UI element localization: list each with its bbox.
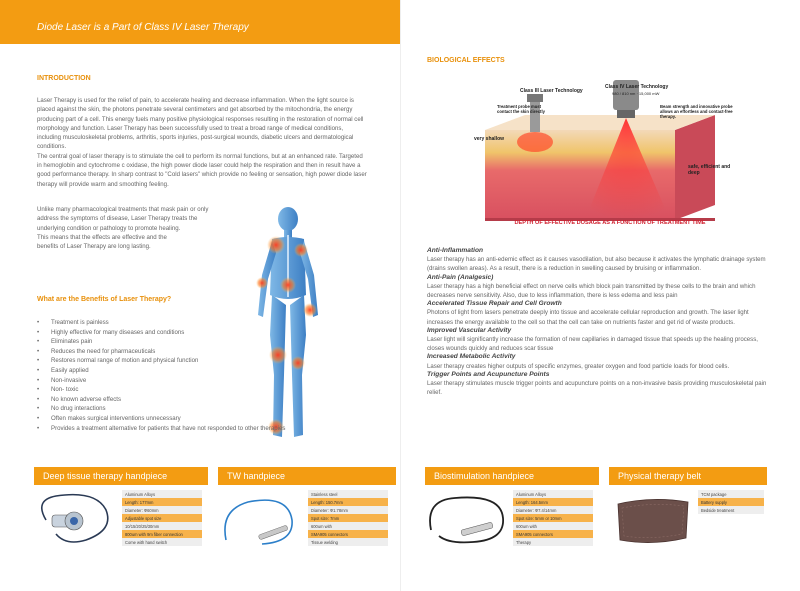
biological-effects-list xyxy=(427,247,767,397)
benefit-item: • Highly effective for many diseases and conditions xyxy=(37,328,337,338)
diagram-caption: DEPTH OF EFFECTIVE DOSAGE AS A FUNCTION OF TREATMENT TIME xyxy=(514,220,706,226)
safe-deep-label: safe, efficient and deep xyxy=(688,164,731,176)
beam-note: Beam strength and innovative probe allows an effortless and contact-free therapy. xyxy=(660,104,733,119)
spec-cell: Aluminum Alloys xyxy=(122,490,202,498)
spec-table-tw xyxy=(308,490,388,546)
therapy-belt-image xyxy=(612,494,694,548)
spec-cell: Length: 150.7mm xyxy=(308,498,388,506)
class4-sub: 980 / 810 nm · 15,000 mW xyxy=(612,91,660,96)
spec-cell: Therapy xyxy=(513,538,593,546)
intro-text-short xyxy=(37,205,257,251)
effect-title: Anti-Pain (Analgesic) xyxy=(427,273,494,281)
title-banner xyxy=(0,0,400,44)
intro-line: This means that the effects are effective and the xyxy=(37,233,167,241)
effect-title: Anti-Inflammation xyxy=(427,247,484,254)
very-shallow-label: very shallow xyxy=(474,136,505,142)
effect-text: Laser therapy has a high beneficial effect on nerve cells which block pain transmitted by these cells to the brain and which decreases nerve sensitivity. Also, due to less inflammation, there is less edema and less pain xyxy=(427,282,756,300)
effect-text: Laser therapy has an anti-edemic effect as it causes vasodilation, but also because it activates the lymphatic drainage system (drains swollen areas). As a result, there is a reduction in swelling caused by bruising or inflammation. xyxy=(427,256,766,273)
benefits-list xyxy=(37,318,337,433)
benefit-item: • No drug interactions xyxy=(37,404,337,414)
spec-cell: Diameter: Φ60mm xyxy=(122,506,202,514)
spec-cell: 600um with xyxy=(513,522,593,530)
product-header-biostimulation: Biostimulation handpiece xyxy=(425,467,599,485)
intro-heading: INTRODUCTION xyxy=(37,75,91,82)
effect-text: Laser therapy creates higher outputs of specific enzymes, greater oxygen and food particle loads for blood cells. xyxy=(427,362,730,370)
benefit-item: • Eliminates pain xyxy=(37,337,337,347)
spec-table-deep-tissue xyxy=(122,490,202,546)
biostimulation-handpiece-image xyxy=(425,490,511,548)
effect-title: Increased Metabolic Activity xyxy=(427,353,516,361)
intro-text xyxy=(37,96,367,189)
spec-cell: Spot size: 7mm xyxy=(308,514,388,522)
bio-heading: BIOLOGICAL EFFECTS xyxy=(427,57,505,64)
laser-depth-diagram xyxy=(475,80,737,230)
benefit-item: • Restores normal range of motion and physical function xyxy=(37,356,337,366)
probe-note: Treatment probe must contact the skin directly xyxy=(497,104,545,114)
spec-cell: Aluminum Alloys xyxy=(513,490,593,498)
intro-paragraph: The central goal of laser therapy is to stimulate the cell to perform its normal functions, but at an enhanced rate. Targeted in hemoglobin and cytochrome c oxidase, the high power diode laser could help the respiration and then in result have a good performance therapy. In sharp contrast to "Cold lasers" which provide no feeling or sensation, high power diode laser therapy will provide warm and smoothing feeling. xyxy=(37,152,367,188)
spec-cell: Stainless steel xyxy=(308,490,388,498)
spec-cell: Diameter: Φ7.4/14mm xyxy=(513,506,593,514)
benefit-item: • Reduces the need for pharmaceuticals xyxy=(37,347,337,357)
effect-title: Improved Vascular Activity xyxy=(427,326,512,334)
spec-cell: 800um with 9m fiber connection xyxy=(122,530,202,538)
spec-cell: Tissue welding xyxy=(308,538,388,546)
banner-title: Diode Laser is a Part of Class IV Laser Therapy xyxy=(37,22,249,33)
spec-cell: SMA905 connectors xyxy=(513,530,593,538)
spec-cell: SMA905 connectors xyxy=(308,530,388,538)
product-header-belt: Physical therapy belt xyxy=(609,467,767,485)
effect-title: Trigger Points and Acupuncture Points xyxy=(427,370,550,378)
spec-cell: Adjustable spot size xyxy=(122,514,202,522)
intro-line: address the symptoms of disease, Laser Therapy treats the xyxy=(37,215,198,223)
spec-cell: Length: 177mm xyxy=(122,498,202,506)
benefit-item: • Treatment is painless xyxy=(37,318,337,328)
tw-handpiece-image xyxy=(218,490,302,548)
intro-line: benefits of Laser Therapy are long lasting. xyxy=(37,243,151,251)
class4-title: Class IV Laser Technology xyxy=(605,84,669,90)
spec-table-belt xyxy=(698,490,764,514)
spec-cell: Bedside treatment xyxy=(698,506,764,514)
effect-text: Photons of light from lasers penetrate deeply into tissue and accelerate cellular reproduction and growth. The laser light increases the energy available to the cell so that the cell can take on nutrients faster and get rid of waste products. xyxy=(427,309,749,326)
benefit-item: • Non- toxic xyxy=(37,385,337,395)
spec-cell: Spot size: 5mm or 10mm xyxy=(513,514,593,522)
product-header-deep-tissue: Deep tissue therapy handpiece xyxy=(34,467,208,485)
benefit-item: • Easily applied xyxy=(37,366,337,376)
intro-line: underlying condition or pathology to promote healing. xyxy=(37,224,181,232)
benefit-item: • No known adverse effects xyxy=(37,395,337,405)
effect-text: Laser light will significantly increase the formation of new capillaries in damaged tissue that speeds up the healing process, closes wounds quickly and reduces scar tissue xyxy=(427,336,758,353)
spec-cell: TCM package xyxy=(698,490,764,498)
spec-cell: Come with hand switch xyxy=(122,538,202,546)
spec-cell: 10/15/20/25/30mm xyxy=(122,522,202,530)
product-header-tw: TW handpiece xyxy=(218,467,396,485)
spec-cell: Battery supply xyxy=(698,498,764,506)
spec-cell: Length: 164.5mm xyxy=(513,498,593,506)
spec-table-biostimulation xyxy=(513,490,593,546)
spec-cell: 600um with xyxy=(308,522,388,530)
benefit-item: • Non-invasive xyxy=(37,376,337,386)
intro-line: Unlike many pharmacological treatments that mask pain or only xyxy=(37,206,209,213)
intro-paragraph: Laser Therapy is used for the relief of pain, to accelerate healing and decrease inflammation. When the light source is placed against the skin, the photons penetrate several centimeters and get absorbed by the mitochondria, the energy producing part of a cell. This energy fuels many positive physiological responses resulting in the restoration of normal cell morphology and function. Laser Therapy has been successfully used to treat a broad range of medical conditions, including musculoskeletal problems, arthritis, sports injuries, post-surgical wounds, diabetic ulcers and dermatological conditions. xyxy=(37,97,364,151)
class3-title: Class III Laser Technology xyxy=(520,88,583,94)
benefit-item: • Provides a treatment alternative for patients that have not responded to other therapies xyxy=(37,424,337,434)
effect-text: Laser therapy stimulates muscle trigger points and acupuncture points on a non-invasive basis providing musculoskeletal pain relief. xyxy=(427,380,767,397)
deep-tissue-handpiece-image xyxy=(36,490,118,548)
benefits-heading: What are the Benefits of Laser Therapy? xyxy=(37,296,172,303)
benefit-item: • Often makes surgical interventions unnecessary xyxy=(37,414,337,424)
effect-title: Accelerated Tissue Repair and Cell Growth xyxy=(427,300,562,308)
spec-cell: Diameter: Φ1.78mm xyxy=(308,506,388,514)
